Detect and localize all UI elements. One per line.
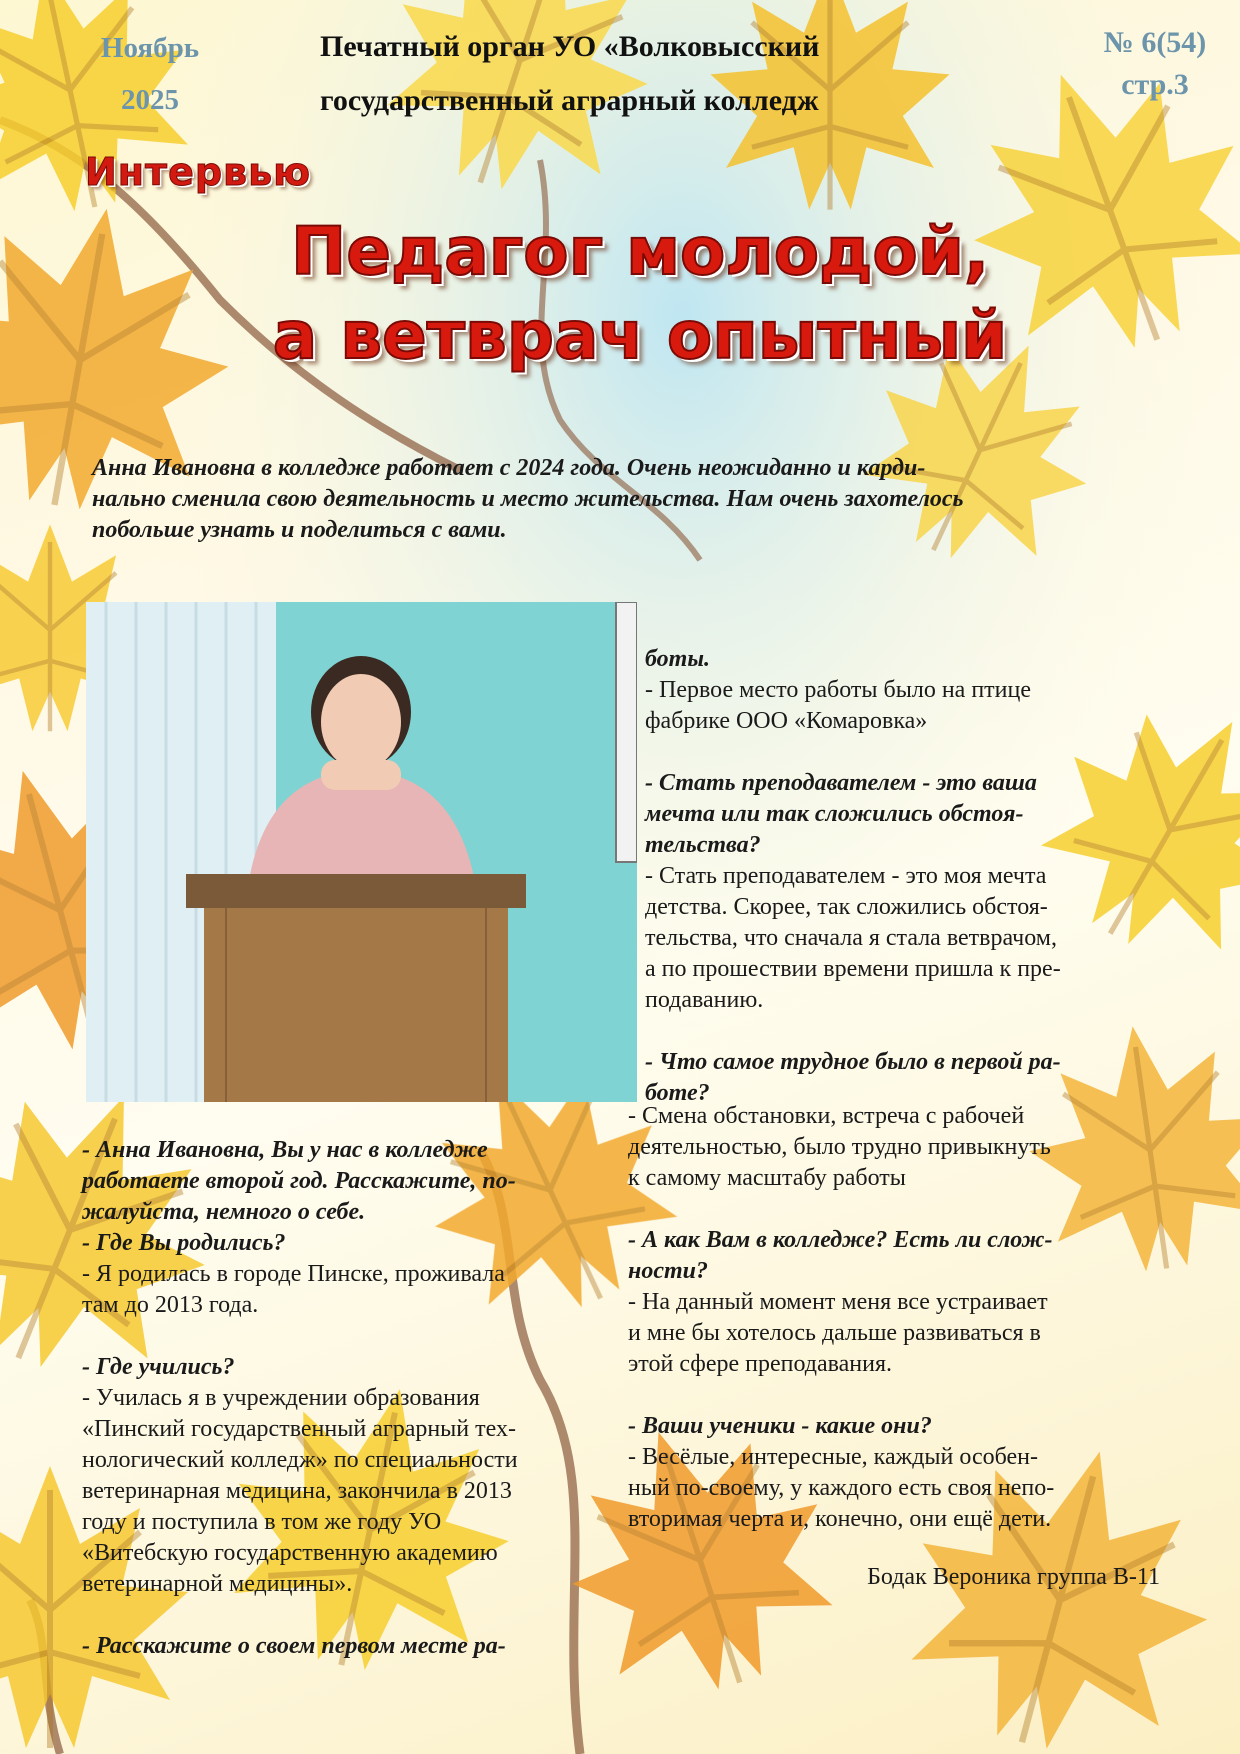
article-title <box>160 210 1120 378</box>
section-label: Интервью <box>85 150 312 194</box>
answer: - Стать преподавателем - это моя мечта детства. Скорее, так сложились обстоя- тельства, что сначала я стала ветврачом, а по прошествии времени пришла к пре- подаванию. <box>645 863 1061 1013</box>
question: - Стать преподавателем - это ваша мечта или так сложились обстоя- тельства? <box>645 770 1037 858</box>
lead-line: нально сменила свою деятельность и место жительства. Нам очень захотелось <box>92 486 964 512</box>
answer: - Смена обстановки, встреча с рабочей деятельностью, было трудно привыкнуть к самому масштабу работы <box>628 1103 1051 1191</box>
question: - Ваши ученики - какие они? <box>628 1413 932 1439</box>
article-title-line-2: а ветврач опытный <box>272 297 1008 374</box>
question: боты. <box>645 646 710 672</box>
issue-no: № 6(54) <box>1103 26 1207 59</box>
answer: - Весёлые, интересные, каждый особен- ный по-своему, у каждого есть своя непо- вторимая черта и, конечно, они ещё дети. <box>628 1444 1055 1532</box>
answer: - Я родилась в городе Пинске, проживала там до 2013 года. <box>82 1261 505 1318</box>
lead-line: побольше узнать и поделиться с вами. <box>92 517 507 543</box>
article-lead <box>92 453 1162 546</box>
question: - Где учились? <box>82 1354 235 1380</box>
answer: - Училась я в учреждении образования «Пинский государственный аграрный тех- нологический колледж» по специальности ветеринарная медицина, закончила в 2013 году и поступила в том же году УО «Витебскую государственную академию ветеринарной медицины». <box>82 1385 518 1597</box>
answer: - На данный момент меня все устраивает и мне бы хотелось дальше развиваться в этой сфере преподавания. <box>628 1289 1048 1377</box>
teacher-photo <box>86 602 637 1102</box>
question: - Расскажите о своем первом месте ра- <box>82 1633 506 1659</box>
question: - Где Вы родились? <box>82 1230 286 1256</box>
answer: - Первое место работы было на птице фабрике ООО «Комаровка» <box>645 677 1031 734</box>
article-title-line-1: Педагог молодой, <box>290 213 990 290</box>
issue-month: Ноябрь <box>100 32 200 64</box>
interview-column-right-bottom <box>628 1101 1168 1535</box>
lead-line: Анна Ивановна в колледже работает с 2024 года. Очень неожиданно и карди- <box>92 455 926 481</box>
issue-number <box>1080 22 1230 106</box>
interview-column-right-top <box>645 644 1165 1109</box>
question: - Анна Ивановна, Вы у нас в колледже работаете второй год. Расскажите, по- жалуйста, немного о себе. <box>82 1137 516 1225</box>
issue-year: 2025 <box>121 84 179 116</box>
question: - А как Вам в колледже? Есть ли слож- ности? <box>628 1227 1053 1284</box>
publisher-line-1: Печатный орган УО «Волковысский <box>320 30 820 63</box>
interview-column-left <box>82 1135 620 1662</box>
publisher-title <box>320 20 960 128</box>
publisher-line-2: государственный аграрный колледж <box>320 84 819 117</box>
question: - Что самое трудное было в первой ра- боте? <box>645 1049 1061 1106</box>
page-number: стр.3 <box>1121 68 1189 101</box>
issue-date <box>70 22 230 126</box>
author-signature: Бодак Вероника группа В-11 <box>867 1564 1160 1590</box>
